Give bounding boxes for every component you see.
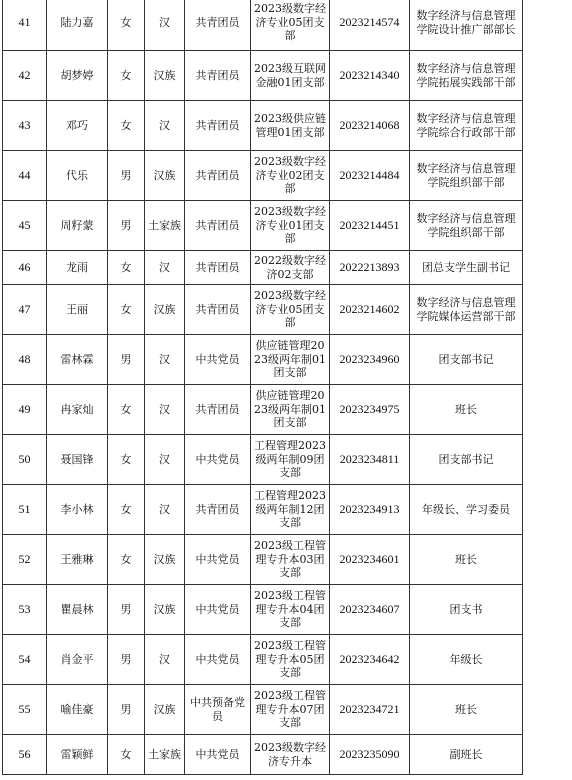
table-row: [3, 151, 523, 201]
row-number-cell: 54: [3, 635, 47, 685]
gender-cell: 女: [108, 251, 145, 285]
ethnicity-cell: 土家族: [145, 735, 185, 775]
position-cell: 数字经济与信息管理学院拓展实践部干部: [410, 51, 523, 101]
political-status-cell: 共青团员: [185, 101, 251, 151]
row-number-cell: 53: [3, 585, 47, 635]
row-number-cell: 55: [3, 685, 47, 735]
position-cell: 副班长: [410, 735, 523, 775]
gender-cell: 女: [108, 51, 145, 101]
league-branch-cell: 工程管理2023级两年制09团支部: [251, 435, 330, 485]
political-status-cell: 共青团员: [185, 0, 251, 51]
student-name-cell: 胡梦婷: [47, 51, 108, 101]
position-cell: 数字经济与信息管理学院组织部干部: [410, 151, 523, 201]
political-status-cell: 共青团员: [185, 151, 251, 201]
student-id-cell: 2023235090: [330, 735, 410, 775]
political-status-cell: 中共党员: [185, 585, 251, 635]
student-id-cell: 2023234913: [330, 485, 410, 535]
table-row: [3, 201, 523, 251]
table-row: [3, 385, 523, 435]
ethnicity-cell: 土家族: [145, 201, 185, 251]
row-number-cell: 49: [3, 385, 47, 435]
league-branch-cell: 2023级工程管理专升本05团支部: [251, 635, 330, 685]
student-id-cell: 2023234721: [330, 685, 410, 735]
gender-cell: 男: [108, 201, 145, 251]
gender-cell: 女: [108, 435, 145, 485]
student-name-cell: 李小林: [47, 485, 108, 535]
position-cell: 年级长、学习委员: [410, 485, 523, 535]
row-number-cell: 46: [3, 251, 47, 285]
table-row: [3, 735, 523, 775]
political-status-cell: 共青团员: [185, 251, 251, 285]
table-row: [3, 585, 523, 635]
row-number-cell: 47: [3, 285, 47, 335]
position-cell: 团支部书记: [410, 435, 523, 485]
gender-cell: 男: [108, 685, 145, 735]
league-branch-cell: 2023级工程管理专升本07团支部: [251, 685, 330, 735]
gender-cell: 男: [108, 335, 145, 385]
row-number-cell: 44: [3, 151, 47, 201]
political-status-cell: 中共党员: [185, 635, 251, 685]
ethnicity-cell: 汉族: [145, 585, 185, 635]
row-number-cell: 50: [3, 435, 47, 485]
student-id-cell: 2023214068: [330, 101, 410, 151]
row-number-cell: 52: [3, 535, 47, 585]
position-cell: 团支书: [410, 585, 523, 635]
gender-cell: 女: [108, 285, 145, 335]
student-name-cell: 王雅琳: [47, 535, 108, 585]
student-name-cell: 瞿晨林: [47, 585, 108, 635]
ethnicity-cell: 汉: [145, 635, 185, 685]
student-id-cell: 2023214340: [330, 51, 410, 101]
gender-cell: 女: [108, 535, 145, 585]
position-cell: 数字经济与信息管理学院媒体运营部干部: [410, 285, 523, 335]
position-cell: 班长: [410, 535, 523, 585]
student-id-cell: 2023214602: [330, 285, 410, 335]
ethnicity-cell: 汉族: [145, 151, 185, 201]
student-name-cell: 喻佳豪: [47, 685, 108, 735]
gender-cell: 男: [108, 151, 145, 201]
position-cell: 年级长: [410, 635, 523, 685]
ethnicity-cell: 汉: [145, 101, 185, 151]
gender-cell: 女: [108, 385, 145, 435]
student-id-cell: 2023234601: [330, 535, 410, 585]
row-number-cell: 43: [3, 101, 47, 151]
table-row: [3, 285, 523, 335]
position-cell: 班长: [410, 685, 523, 735]
student-id-cell: 2023234607: [330, 585, 410, 635]
gender-cell: 女: [108, 485, 145, 535]
gender-cell: 女: [108, 101, 145, 151]
student-id-cell: 2023214574: [330, 0, 410, 51]
political-status-cell: 中共党员: [185, 735, 251, 775]
student-name-cell: 周籽蒙: [47, 201, 108, 251]
gender-cell: 女: [108, 735, 145, 775]
table-row: [3, 101, 523, 151]
student-name-cell: 代乐: [47, 151, 108, 201]
league-branch-cell: 供应链管理2023级两年制01团支部: [251, 335, 330, 385]
ethnicity-cell: 汉: [145, 251, 185, 285]
political-status-cell: 共青团员: [185, 285, 251, 335]
table-row: [3, 535, 523, 585]
political-status-cell: 中共党员: [185, 435, 251, 485]
student-id-cell: 2023234642: [330, 635, 410, 685]
table-row: [3, 685, 523, 735]
student-name-cell: 王丽: [47, 285, 108, 335]
position-cell: 数字经济与信息管理学院综合行政部干部: [410, 101, 523, 151]
row-number-cell: 41: [3, 0, 47, 51]
league-branch-cell: 2023级数字经济专业01团支部: [251, 201, 330, 251]
league-branch-cell: 工程管理2023级两年制12团支部: [251, 485, 330, 535]
table-row: [3, 0, 523, 51]
league-branch-cell: 2023级互联网金融01团支部: [251, 51, 330, 101]
ethnicity-cell: 汉族: [145, 535, 185, 585]
political-status-cell: 中共党员: [185, 335, 251, 385]
student-id-cell: 2023214484: [330, 151, 410, 201]
league-branch-cell: 2023级工程管理专升本03团支部: [251, 535, 330, 585]
table-row: [3, 51, 523, 101]
student-name-cell: 冉家灿: [47, 385, 108, 435]
league-branch-cell: 2022级数字经济02支部: [251, 251, 330, 285]
league-branch-cell: 2023级数字经济专业05团支部: [251, 0, 330, 51]
political-status-cell: 中共党员: [185, 535, 251, 585]
table-row: [3, 251, 523, 285]
position-cell: 团支部书记: [410, 335, 523, 385]
student-name-cell: 聂国锋: [47, 435, 108, 485]
student-name-cell: 邓巧: [47, 101, 108, 151]
league-branch-cell: 2023级工程管理专升本04团支部: [251, 585, 330, 635]
table-row: [3, 435, 523, 485]
row-number-cell: 42: [3, 51, 47, 101]
row-number-cell: 45: [3, 201, 47, 251]
league-branch-cell: 2023级供应链管理01团支部: [251, 101, 330, 151]
gender-cell: 男: [108, 635, 145, 685]
ethnicity-cell: 汉族: [145, 51, 185, 101]
student-id-cell: 2023234960: [330, 335, 410, 385]
row-number-cell: 56: [3, 735, 47, 775]
political-status-cell: 共青团员: [185, 385, 251, 435]
gender-cell: 男: [108, 585, 145, 635]
political-status-cell: 共青团员: [185, 201, 251, 251]
league-branch-cell: 2023级数字经济专业02团支部: [251, 151, 330, 201]
member-table: [2, 0, 523, 775]
student-name-cell: 肖金平: [47, 635, 108, 685]
table-body: [3, 0, 523, 775]
political-status-cell: 共青团员: [185, 485, 251, 535]
ethnicity-cell: 汉族: [145, 685, 185, 735]
position-cell: 数字经济与信息管理学院设计推广部部长: [410, 0, 523, 51]
table-row: [3, 485, 523, 535]
league-branch-cell: 2023级数字经济专业05团支部: [251, 285, 330, 335]
student-id-cell: 2023234811: [330, 435, 410, 485]
student-name-cell: 雷颖鲜: [47, 735, 108, 775]
ethnicity-cell: 汉族: [145, 285, 185, 335]
gender-cell: 女: [108, 0, 145, 51]
ethnicity-cell: 汉: [145, 0, 185, 51]
ethnicity-cell: 汉: [145, 485, 185, 535]
student-name-cell: 雷林霖: [47, 335, 108, 385]
ethnicity-cell: 汉: [145, 435, 185, 485]
student-id-cell: 2022213893: [330, 251, 410, 285]
table-row: [3, 635, 523, 685]
student-name-cell: 陆力嘉: [47, 0, 108, 51]
political-status-cell: 共青团员: [185, 51, 251, 101]
student-id-cell: 2023234975: [330, 385, 410, 435]
ethnicity-cell: 汉: [145, 335, 185, 385]
political-status-cell: 中共预备党员: [185, 685, 251, 735]
position-cell: 数字经济与信息管理学院组织部干部: [410, 201, 523, 251]
student-id-cell: 2023214451: [330, 201, 410, 251]
ethnicity-cell: 汉: [145, 385, 185, 435]
position-cell: 团总支学生副书记: [410, 251, 523, 285]
league-branch-cell: 供应链管理2023级两年制01团支部: [251, 385, 330, 435]
row-number-cell: 48: [3, 335, 47, 385]
student-name-cell: 龙雨: [47, 251, 108, 285]
table-row: [3, 335, 523, 385]
row-number-cell: 51: [3, 485, 47, 535]
league-branch-cell: 2023级数字经济专升本: [251, 735, 330, 775]
position-cell: 班长: [410, 385, 523, 435]
